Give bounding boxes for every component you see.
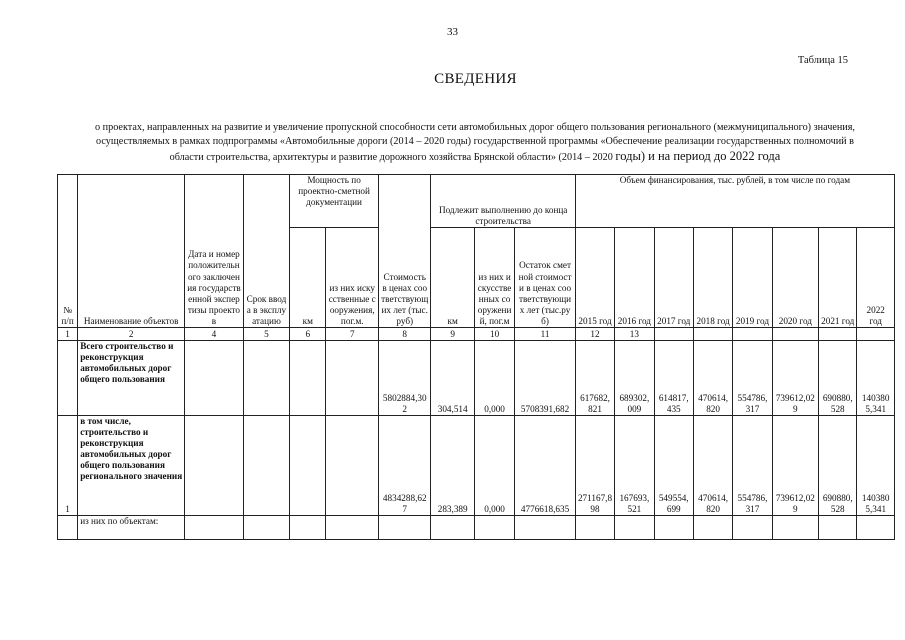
row-expertise — [185, 341, 244, 416]
row-year-value: 549554,699 — [654, 416, 693, 516]
table-row-objects — [58, 516, 895, 540]
row-remaining: 4776618,635 — [515, 416, 576, 516]
row-year-value: 554786,317 — [733, 416, 772, 516]
data-table — [57, 174, 895, 540]
subtitle-line-2: осуществляемых в рамках подпрограммы «Автомобильные дороги (2014 – 2020 годы) государственной программы «Обеспечение реализации государственных полномочий в — [96, 136, 854, 147]
index-cell: 11 — [515, 328, 576, 341]
index-cell — [772, 328, 818, 341]
header-capacity: Мощность по проектно-сметной документации — [290, 175, 379, 228]
row-year-value: 1403805,341 — [857, 416, 895, 516]
header-km2: км — [431, 228, 474, 328]
header-financing: Объем финансирования, тыс. рублей, в том числе по годам — [575, 175, 894, 228]
row-year-value: 271167,898 — [575, 416, 614, 516]
row-name: из них по объектам: — [78, 516, 185, 540]
row-year-value: 470614,820 — [693, 416, 732, 516]
header-year-2022: 2022 год — [857, 228, 895, 328]
row-remaining: 5708391,682 — [515, 341, 576, 416]
row-year-value: 690880,528 — [819, 341, 857, 416]
row-year-value: 167693,521 — [615, 416, 654, 516]
header-remaining: Остаток сметной стоимости в ценах соответствующих лет (тыс.руб) — [515, 228, 576, 328]
row-year-value: 1403805,341 — [857, 341, 895, 416]
index-cell: 12 — [575, 328, 614, 341]
subtitle-line-3b: годы) и на период до 2022 года — [615, 149, 781, 163]
header-num: № п/п — [58, 175, 78, 328]
index-cell — [693, 328, 732, 341]
row-term — [243, 341, 289, 416]
index-cell — [857, 328, 895, 341]
index-cell: 5 — [243, 328, 289, 341]
index-cell: 6 — [290, 328, 326, 341]
header-year-2021: 2021 год — [819, 228, 857, 328]
row-num — [58, 516, 78, 540]
header-to-complete: Подлежит выполнению до конца строительства — [431, 175, 575, 228]
index-cell: 9 — [431, 328, 474, 341]
index-cell: 4 — [185, 328, 244, 341]
header-artificial2: из них искусственных сооружений, пог.м — [474, 228, 514, 328]
row-year-value: 739612,029 — [772, 416, 818, 516]
row-cost: 4834288,627 — [378, 416, 430, 516]
row-year-value: 739612,029 — [772, 341, 818, 416]
index-cell: 8 — [378, 328, 430, 341]
subtitle-line-1: о проектах, направленных на развитие и увеличение пропускной способности сети автомобильных дорог общего пользования регионального (межмуниципального) значения, — [95, 122, 855, 133]
row-artificial2: 0,000 — [474, 341, 514, 416]
row-term — [243, 416, 289, 516]
row-artificial — [326, 416, 379, 516]
index-cell: 2 — [78, 328, 185, 341]
header-year-2018: 2018 год — [693, 228, 732, 328]
row-num: 1 — [58, 416, 78, 516]
row-name: в том числе, строительство и реконструкция автомобильных дорог общего пользования регионального значения — [78, 416, 185, 516]
index-cell: 13 — [615, 328, 654, 341]
index-cell: 1 — [58, 328, 78, 341]
header-name: Наименование объектов — [78, 175, 185, 328]
header-expertise: Дата и номер положительного заключения государственной экспертизы проектов — [185, 175, 244, 328]
index-row — [58, 328, 895, 341]
row-year-value: 689302,009 — [615, 341, 654, 416]
header-term: Срок ввода в эксплуатацию — [243, 175, 289, 328]
header-year-2020: 2020 год — [772, 228, 818, 328]
row-year-value: 690880,528 — [819, 416, 857, 516]
row-year-value: 554786,317 — [733, 341, 772, 416]
row-year-value: 617682,821 — [575, 341, 614, 416]
document-title: СВЕДЕНИЯ — [434, 71, 517, 87]
table-label: Таблица 15 — [797, 55, 848, 66]
subtitle-line-3 — [60, 149, 890, 165]
index-cell — [819, 328, 857, 341]
table-row-regional — [58, 416, 895, 516]
row-artificial2: 0,000 — [474, 416, 514, 516]
index-cell — [654, 328, 693, 341]
row-km2: 304,514 — [431, 341, 474, 416]
header-year-2015: 2015 год — [575, 228, 614, 328]
header-cost: Стоимость в ценах соответствующих лет (тыс.руб) — [378, 175, 430, 328]
index-cell — [733, 328, 772, 341]
header-artificial: из них искусственные сооружения, пог.м. — [326, 228, 379, 328]
header-year-2019: 2019 год — [733, 228, 772, 328]
table-row-total — [58, 341, 895, 416]
row-expertise — [185, 416, 244, 516]
header-km: км — [290, 228, 326, 328]
index-cell: 10 — [474, 328, 514, 341]
row-cost: 5802884,302 — [378, 341, 430, 416]
row-year-value: 470614,820 — [693, 341, 732, 416]
row-year-value: 614817,435 — [654, 341, 693, 416]
row-artificial — [326, 341, 379, 416]
row-km2: 283,389 — [431, 416, 474, 516]
header-year-2017: 2017 год — [654, 228, 693, 328]
row-name: Всего строительство и реконструкция автомобильных дорог общего пользования — [78, 341, 185, 416]
index-cell: 7 — [326, 328, 379, 341]
row-km — [290, 416, 326, 516]
page-number: 33 — [447, 26, 458, 38]
header-year-2016: 2016 год — [615, 228, 654, 328]
row-km — [290, 341, 326, 416]
subtitle-line-3a: области строительства, архитектуры и развитие дорожного хозяйства Брянской области» (2014 – 2020 — [169, 152, 616, 163]
row-num — [58, 341, 78, 416]
document-subtitle — [60, 121, 890, 165]
